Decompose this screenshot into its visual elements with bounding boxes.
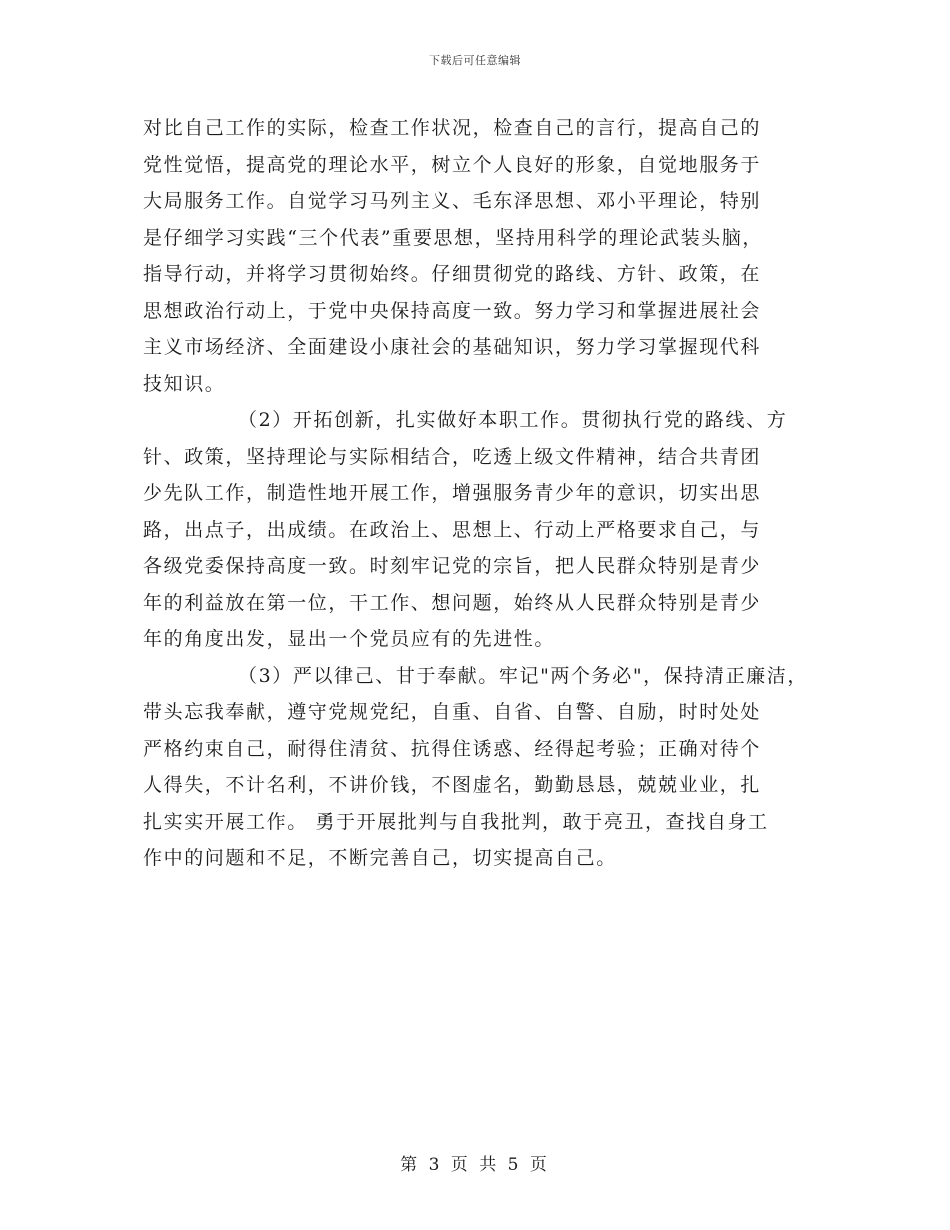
text-line: 扎实实开展工作。 勇于开展批判与自我批判，敢于亮丑，查找自身工 xyxy=(143,810,769,833)
paragraph-3 xyxy=(143,658,823,877)
page-footer: 第 3 页 共 5 页 xyxy=(400,1155,550,1175)
text-line: 路，出点子，出成绩。在政治上、思想上、行动上严格要求自己，与 xyxy=(143,518,762,541)
text-line: 人得失，不计名利，不讲价钱，不图虚名，勤勤恳恳，兢兢业业，扎 xyxy=(143,774,762,796)
paragraph-2 xyxy=(143,402,823,658)
text-line: 思想政治行动上，于党中央保持高度一致。努力学习和掌握进展社会 xyxy=(143,299,762,322)
text-line: 年的角度出发，显出一个党员应有的先进性。 xyxy=(143,628,556,650)
document-body xyxy=(143,110,823,877)
text-line: 少先队工作，制造性地开展工作，增强服务青少年的意识，切实出思 xyxy=(143,482,762,504)
text-line: 严格约束自己，耐得住清贫、抗得住诱惑、经得起考验；正确对待个 xyxy=(143,737,762,760)
text-line: 党性觉悟，提高党的理论水平，树立个人良好的形象，自觉地服务于 xyxy=(143,153,762,176)
text-line: （2）开拓创新，扎实做好本职工作。贯彻执行党的路线、方 xyxy=(238,409,788,431)
text-line: （3）严以律己、甘于奉献。牢记"两个务必"，保持清正廉洁， xyxy=(238,664,808,687)
paragraph-1 xyxy=(143,110,823,402)
text-line: 指导行动，并将学习贯彻始终。仔细贯彻党的路线、方针、政策，在 xyxy=(143,263,762,285)
text-line: 年的利益放在第一位，干工作、想问题，始终从人民群众特别是青少 xyxy=(143,591,762,614)
text-line: 主义市场经济、全面建设小康社会的基础知识，努力学习掌握现代科 xyxy=(143,336,762,358)
text-line: 对比自己工作的实际，检查工作状况，检查自己的言行，提高自己的 xyxy=(143,117,762,139)
text-line: 技知识。 xyxy=(143,372,226,395)
text-line: 大局服务工作。自觉学习马列主义、毛东泽思想、邓小平理论，特别 xyxy=(143,190,762,212)
text-line: 带头忘我奉献，遵守党规党纪，自重、自省、自警、自励，时时处处 xyxy=(143,701,762,723)
text-line: 作中的问题和不足，不断完善自己，切实提高自己。 xyxy=(143,847,617,869)
text-line: 是仔细学习实践“三个代表”重要思想，坚持用科学的理论武装头脑， xyxy=(143,226,764,249)
text-line: 各级党委保持高度一致。时刻牢记党的宗旨，把人民群众特别是青少 xyxy=(143,555,762,577)
page-header: 下载后可任意编辑 xyxy=(429,54,521,67)
text-line: 针、政策，坚持理论与实际相结合，吃透上级文件精神，结合共青团 xyxy=(143,445,762,468)
